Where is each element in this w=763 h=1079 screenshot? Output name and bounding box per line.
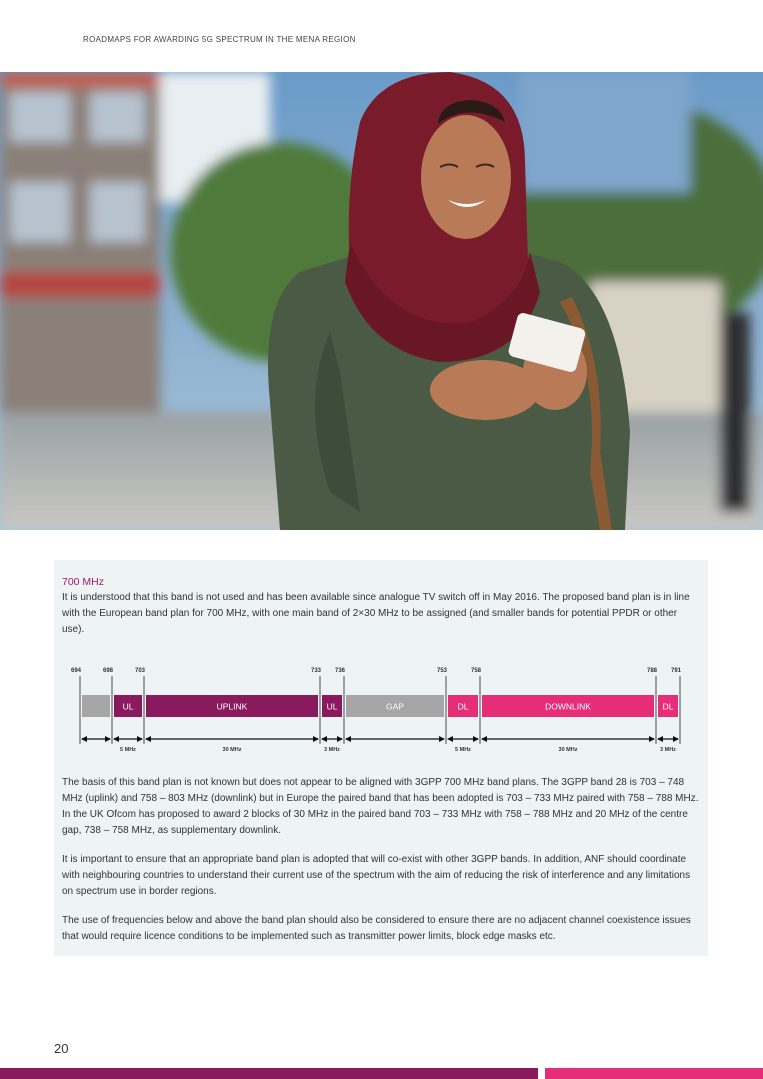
width-label: 30 MHz	[558, 747, 578, 753]
frequency-label: 791	[670, 668, 682, 674]
section-title: 700 MHz	[62, 576, 105, 588]
footer-bar-pink	[545, 1068, 763, 1079]
content-panel	[54, 560, 708, 956]
frequency-label: 736	[334, 668, 346, 674]
frequency-label: 753	[436, 668, 448, 674]
footer-bar-dark	[0, 1068, 538, 1079]
frequency-label: 733	[310, 668, 322, 674]
band-plan-diagram	[68, 660, 688, 765]
width-label: 3 MHz	[324, 747, 340, 753]
band-block	[82, 695, 110, 717]
width-label: 5 MHz	[455, 747, 471, 753]
frequency-label: 698	[102, 668, 114, 674]
hero-photo	[0, 72, 763, 530]
band-plan-svg	[68, 660, 688, 760]
band-block-label: GAP	[386, 701, 404, 712]
running-header: ROADMAPS FOR AWARDING 5G SPECTRUM IN THE MENA REGION	[83, 35, 356, 44]
band-block-label: DL	[457, 701, 469, 712]
frequency-label: 758	[470, 668, 482, 674]
band-block-label: DOWNLINK	[545, 701, 591, 712]
adjacent-channel-paragraph: The use of frequencies below and above the band plan should also be considered to ensure there are no adjacent channel coexistence issues that would require licence conditions to be implemented such as transmitter power limits, block edge masks etc.	[62, 915, 691, 942]
frequency-label: 694	[70, 668, 82, 674]
band-block-label: UL	[326, 701, 338, 712]
band-block-label: UPLINK	[216, 701, 248, 712]
basis-paragraph: The basis of this band plan is not known but does not appear to be aligned with 3GPP 700 MHz band plans. The 3GPP band 28 is 703 – 748 MHz (uplink) and 758 – 803 MHz (downlink) but in Europe the paired band that has been adopted is 703 – 733 MHz paired with 758 – 788 MHz. In the UK Ofcom has proposed to award 2 blocks of 30 MHz in the paired band 703 – 733 MHz with 758 – 788 MHz and 20 MHz of the centre gap, 738 – 758 MHz, as supplementary downlink.	[62, 777, 699, 836]
photo-illustration	[0, 72, 763, 530]
width-label: 30 MHz	[222, 747, 242, 753]
page-number: 20	[54, 1041, 69, 1056]
width-label: 5 MHz	[120, 747, 136, 753]
coexistence-paragraph: It is important to ensure that an appropriate band plan is adopted that will co-exist with other 3GPP bands. In addition, ANF should coordinate with neighbouring countries to understand their current use of the spectrum with the aim of reducing the risk of interference and any limitations on spectrum use in border regions.	[62, 854, 691, 897]
band-block-label: DL	[662, 701, 674, 712]
band-block-label: UL	[122, 701, 134, 712]
intro-paragraph: It is understood that this band is not used and has been available since analogue TV switch off in May 2016. The proposed band plan is in line with the European band plan for 700 MHz, with one main band of 2×30 MHz to be assigned (and smaller bands for potential PPDR or other use).	[62, 592, 690, 635]
frequency-label: 788	[646, 668, 658, 674]
frequency-label: 703	[134, 668, 146, 674]
width-label: 3 MHz	[660, 747, 676, 753]
